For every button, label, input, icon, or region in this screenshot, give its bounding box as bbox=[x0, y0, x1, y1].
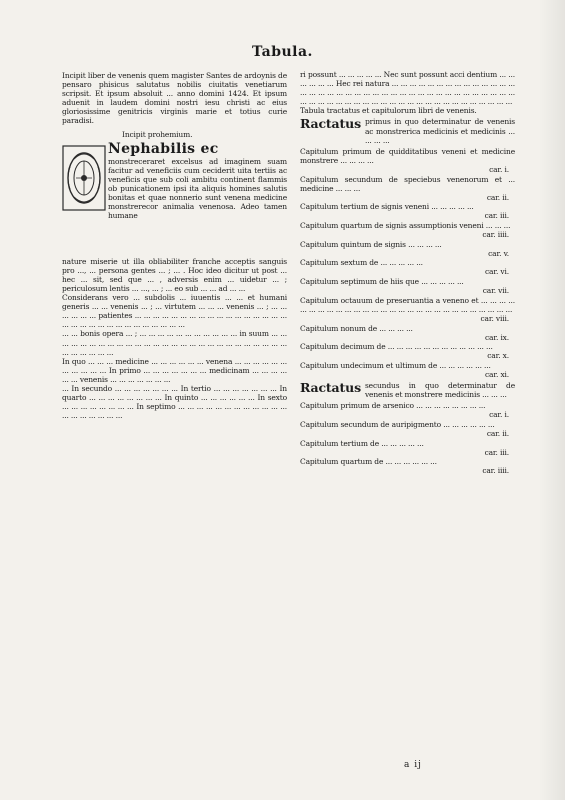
body-paragraph: ... In secundo ... ... ... ... ... ... ... In tertio ... ... ... ... ... ... ... In quarto ... ... ... ... ... ... ... ... In quinto ... ... ... ... ... ... In sexto ... ... ... ... ... ... ... ... In septimo ... ... ... ... ... ... ... ... ... ... ... ... ... ... ... ... ... ... ... bbox=[62, 383, 287, 421]
incipit-paragraph: Incipit liber de venenis quem magister Santes de ardoynis de pensaro phisicus salutatus nobilis ciuitatis venetiarum scripsit. Et ipsum absoluit ... anno domini 1424. Et ipsum aduenit in laudem domini nostri iesu christi ac eius gloriosissime genitricis virginis marie et totius curie paradisi. bbox=[62, 71, 287, 126]
page-edge-shadow bbox=[539, 0, 565, 800]
chapter-text: Capitulum septimum de hiis que ... ... ... ... ... bbox=[300, 277, 464, 287]
chapter-ref: car. iii. bbox=[484, 447, 509, 457]
chapter-ref: car. i. bbox=[489, 410, 509, 420]
chapter-ref: car. x. bbox=[487, 351, 509, 361]
body-paragraph: Considerans vero ... subdolis ... iuuentis ... ... et humani generis ... ... venenis ... ; ... virtutem ... ... ... venenis ... ; ... ... ... ... ... ... patientes ... ... ... ... ... ... ... ... ... ... ... ... ... ... ... ... ... ... ... ... ... ... ... ... ... ... ... ... ... ... ... bbox=[62, 293, 287, 330]
chapter-text: Capitulum quintum de signis ... ... ... ... bbox=[300, 239, 442, 249]
chapter-text: Capitulum quartum de ... ... ... ... ... ... bbox=[300, 457, 437, 467]
chapter-text: Capitulum nonum de ... ... ... ... bbox=[300, 323, 413, 333]
chapter-ref: car. iiii. bbox=[482, 230, 509, 240]
running-head: Tabula. bbox=[252, 44, 313, 60]
chapter-entry bbox=[300, 240, 515, 258]
tractatus-heading bbox=[300, 117, 515, 144]
tractatus-word: Ractatus bbox=[300, 116, 361, 132]
body-paragraph: In quo ... ... ... medicine ... ... ... ... ... ... venena ... ... ... ... ... ... ... ... ... ... ... In primo ... ... ... ... ... ... ... medicinam ... ... ... ... ... ... venenis ... ... ... ... ... ... ... bbox=[62, 356, 287, 384]
chapter-text: Capitulum secundum de auripigmento ... ... ... ... ... ... bbox=[300, 419, 495, 429]
chapter-entry bbox=[300, 258, 515, 276]
chapter-ref: car. viii. bbox=[480, 313, 509, 323]
chapter-entry bbox=[300, 401, 515, 419]
tractatus-title: secundus in quo determinatur de venenis et monstrere medicinis ... ... ... bbox=[364, 381, 515, 400]
chapter-text: Capitulum primum de arsenico ... ... ... ... ... ... ... ... bbox=[300, 401, 486, 411]
chapter-ref: car. ii. bbox=[486, 429, 509, 439]
chapter-text: Capitulum tertium de signis veneni ... ... ... ... ... bbox=[300, 202, 474, 212]
body-paragraph: nature miserie ut illa obliabiliter franche acceptis sanguis pro ..., ... persona gentes ... ; ... . Hoc ideo dicitur ut post ... hec ... sit, sed que ... , adversis enim ... uidetur ... ; periculosum lentis ... ..., ... ; ... eo sub ... ... ad ... ... bbox=[62, 256, 287, 293]
right-opening-paragraph: ri possunt ... ... ... ... ... Nec sunt possunt acci dentium ... ... ... ... ... ... Hec rei natura ... ... ... ... ... ... ... ... ... ... ... ... ... ... ... ... ... ... ... ... ... ... ... ... ... ... ... ... ... ... ... ... ... ... ... ... ... ... ... ... ... ... ... ... ... ... ... ... ... ... ... ... ... ... ... ... ... ... ... ... ... ... bbox=[300, 70, 515, 107]
chapter-entry bbox=[300, 457, 515, 475]
tabula-line: Tabula tractatus et capitulorum libri de venenis. bbox=[300, 106, 477, 116]
chapter-ref: car. ii. bbox=[486, 192, 509, 202]
chapter-ref: car. xi. bbox=[484, 370, 509, 379]
right-column bbox=[300, 70, 515, 770]
chapter-entry bbox=[300, 175, 515, 202]
chapter-text: Capitulum octauum de preseruantia a veneno et ... ... ... ... ... ... ... ... ... ... ... ... ... ... ... ... ... ... ... ... ... ... ... ... ... ... ... ... bbox=[300, 295, 515, 314]
chapter-text: Capitulum tertium de ... ... ... ... ... bbox=[300, 438, 424, 448]
chapter-entry bbox=[300, 221, 515, 239]
left-column bbox=[62, 70, 287, 770]
signature-mark: a ij bbox=[404, 760, 422, 770]
chapter-text: Capitulum primum de quidditatibus veneni et medicine monstrere ... ... ... ... bbox=[300, 146, 515, 165]
chapter-text: Capitulum sextum de ... ... ... ... ... bbox=[300, 258, 423, 268]
initial-word: Nephabilis ec bbox=[108, 140, 219, 157]
chapter-text: Capitulum secundum de speciebus venenorum et ... medicine ... ... ... bbox=[300, 174, 515, 193]
chapter-text: Capitulum decimum de ... ... ... ... ... ... ... ... ... ... ... ... bbox=[300, 342, 493, 352]
chapter-entry bbox=[300, 439, 515, 457]
chapter-ref: car. i. bbox=[489, 164, 509, 174]
chapter-text: Capitulum undecimum et ultimum de ... ... ... ... ... ... bbox=[300, 360, 491, 370]
opening-text: monstreceraret excelsus ad imaginem suam facitur ad veneficiis cum ceciderit uita tertiis ac veneficis que sub coli ambitu continent flammis ob punicationem ipsi ita aliquis homines salutis bonitas et quae nonnerio sunt venena medicine monstrerecor animalia venenosa. Adeo tamen humane bbox=[108, 156, 287, 221]
chapter-ref: car. vii. bbox=[482, 286, 509, 296]
tractatus-word: Ractatus bbox=[300, 380, 361, 396]
chapter-entry bbox=[300, 324, 515, 342]
chapter-entry bbox=[300, 147, 515, 174]
chapter-entry bbox=[300, 342, 515, 360]
chapter-ref: car. iii. bbox=[484, 211, 509, 221]
chapter-ref: car. ix. bbox=[484, 332, 509, 342]
chapter-entry bbox=[300, 277, 515, 295]
tractatus-heading bbox=[300, 381, 515, 399]
chapter-text: Capitulum quartum de signis assumptionis veneni ... ... ... bbox=[300, 221, 511, 230]
ornamental-initial-icon bbox=[62, 145, 106, 211]
prohemium-heading: Incipit prohemium. bbox=[122, 129, 193, 139]
chapter-ref: car. v. bbox=[488, 248, 509, 258]
chapter-ref: car. iiii. bbox=[482, 466, 509, 476]
chapter-entry bbox=[300, 420, 515, 438]
body-paragraph: ... ... bonis opera ... ; ... ... ... ... ... ... ... ... ... ... ... in suum ... ... ... ... ... ... ... ... ... ... ... ... ... ... ... ... ... ... ... ... ... ... ... ... ... ... ... ... ... ... ... ... ... bbox=[62, 329, 287, 357]
tractatus-title: primus in quo determinatur de venenis ac monstrerica medicinis et medicinis ... ... ... ... bbox=[364, 117, 515, 145]
chapter-entry bbox=[300, 361, 515, 379]
chapter-entry bbox=[300, 202, 515, 220]
opening-block bbox=[62, 141, 287, 257]
chapter-entry bbox=[300, 296, 515, 323]
chapter-ref: car. vi. bbox=[484, 267, 509, 277]
